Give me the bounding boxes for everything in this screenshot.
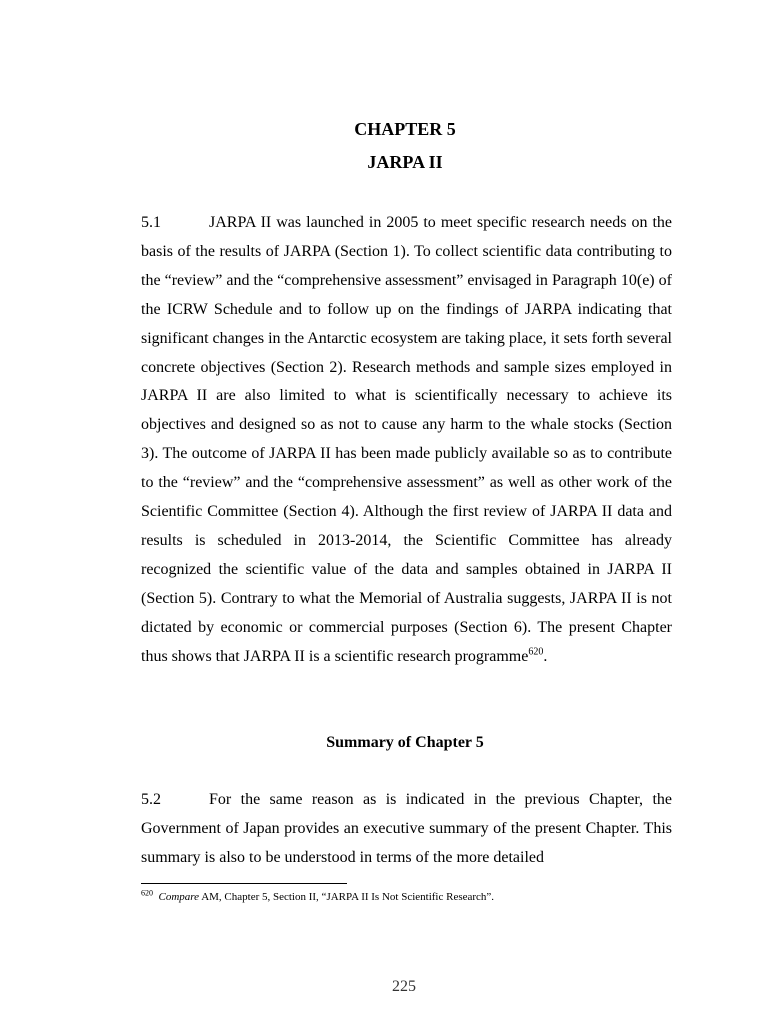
footnote-text: AM, Chapter 5, Section II, “JARPA II Is Not Scientific Research”.: [199, 891, 495, 903]
chapter-title: JARPA II: [367, 152, 443, 172]
paragraph-5-2: [141, 786, 672, 873]
page-number: 225: [392, 978, 416, 995]
paragraph-5-1: [141, 209, 672, 672]
paragraph-number: 5.1: [141, 214, 161, 231]
section-subheading: Summary of Chapter 5: [326, 734, 484, 751]
footnote: [141, 890, 672, 904]
footnote-italic: Compare: [158, 891, 200, 903]
paragraph-number: 5.2: [141, 791, 161, 808]
paragraph-end: .: [543, 647, 548, 665]
footnote-reference[interactable]: 620: [528, 646, 544, 658]
footnote-number: 620: [141, 888, 153, 898]
paragraph-text: JARPA II was launched in 2005 to meet specific research needs on the basis of the results of JARPA (Section 1). To collect scientific data contributing to the “review” and the “comprehensive assessment” envisaged in Paragraph 10(e) of the ICRW Schedule and to follow up on the findings of JARPA indicating that significant changes in the Antarctic ecosystem are taking place, it sets forth several concrete objectives (Section 2). Research methods and sample sizes employed in JARPA II are also limited to what is scientifically necessary to achieve its objectives and designed so as not to cause any harm to the whale stocks (Section 3). The outcome of JARPA II has been made publicly available so as to contribute to the “review” and the “comprehensive assessment” as well as other work of the Scientific Committee (Section 4). Although the first review of JARPA II data and results is scheduled in 2013-2014, the Scientific Committee has already recognized the scientific value of the data and samples obtained in JARPA II (Section 5). Contrary to what the Memorial of Australia suggests, JARPA II is not dictated by economic or commercial purposes (Section 6). The present Chapter thus shows that JARPA II is a scientific research programme: [141, 214, 672, 665]
paragraph-text: For the same reason as is indicated in the previous Chapter, the Government of Japan provides an executive summary of the present Chapter. This summary is also to be understood in terms of the more detailed: [141, 791, 672, 866]
chapter-number: CHAPTER 5: [354, 119, 456, 139]
footnote-divider: [141, 883, 347, 884]
